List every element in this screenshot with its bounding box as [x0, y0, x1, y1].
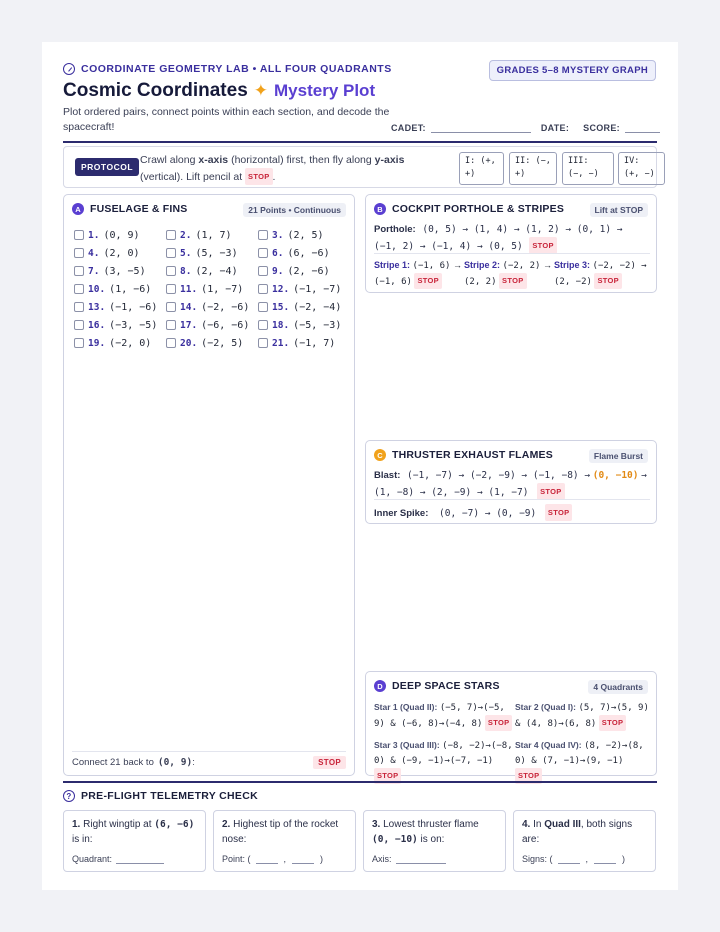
q4-x-sign-field[interactable] — [558, 854, 580, 864]
point-number: 6. — [272, 247, 284, 259]
q1-answer — [72, 854, 164, 864]
q4-quad: Quad III — [544, 819, 581, 830]
point-item — [74, 301, 166, 313]
point-checkbox[interactable] — [74, 284, 84, 294]
header-divider — [63, 141, 657, 143]
quadrant-2-sign: II: (−, +) — [509, 152, 557, 185]
point-checkbox[interactable] — [166, 302, 176, 312]
section-b-header — [374, 203, 564, 215]
stripe-1-label: Stripe 1: — [374, 260, 411, 270]
section-c-title: THRUSTER EXHAUST FLAMES — [392, 449, 553, 461]
q2-comma: , — [283, 854, 287, 864]
q4-y-sign-field[interactable] — [594, 854, 616, 864]
point-checkbox[interactable] — [166, 338, 176, 348]
point-coords: (0, 9) — [103, 229, 140, 241]
point-number: 14. — [180, 301, 198, 313]
connect-colon: : — [192, 757, 195, 768]
q3-num: 3. — [372, 819, 381, 830]
star-2 — [515, 700, 650, 731]
stripe-3-end: (2, −2) — [554, 277, 592, 287]
point-coords: (−2, −6) — [201, 301, 250, 313]
q4-answer-label: Signs: ( — [522, 854, 553, 864]
point-coords: (−1, 7) — [293, 337, 336, 349]
stripe-1 — [374, 258, 464, 289]
star-path: (−5, 7)→(−5, 9) & (−6, 8)→(−4, 8) — [374, 703, 505, 729]
point-number: 7. — [88, 265, 100, 277]
stripe-3-label: Stripe 3: — [554, 260, 591, 270]
section-a-header — [72, 203, 188, 215]
section-b-divider — [374, 253, 650, 254]
q2-answer — [222, 854, 323, 864]
point-coords: (−2, 5) — [201, 337, 244, 349]
q4-text-a: In — [533, 819, 542, 830]
stop-badge: STOP — [245, 168, 272, 185]
point-item — [74, 265, 166, 277]
section-b-letter: B — [374, 203, 386, 215]
q3-point: (0, −10) — [372, 834, 418, 845]
point-number: 19. — [88, 337, 106, 349]
point-checkbox[interactable] — [74, 320, 84, 330]
star-label: Star 1 (Quad II): — [374, 702, 438, 712]
q3-answer-field[interactable] — [396, 854, 446, 864]
section-d-header — [374, 680, 500, 692]
point-item — [74, 283, 166, 295]
question-3 — [363, 810, 506, 872]
protocol-x-axis: x-axis — [198, 154, 229, 166]
point-number: 3. — [272, 229, 284, 241]
q2-num: 2. — [222, 819, 231, 830]
section-b-title: COCKPIT PORTHOLE & STRIPES — [392, 203, 565, 215]
q1-point: (6, −6) — [154, 819, 195, 830]
stripe-1-end: (−1, 6) — [374, 277, 412, 287]
point-coords: (1, −7) — [201, 283, 244, 295]
protocol-y-axis: y-axis — [374, 154, 405, 166]
section-c-divider — [374, 499, 650, 500]
page-title — [63, 80, 375, 102]
stripe-2 — [464, 258, 554, 289]
connect-text: Connect 21 back to — [72, 757, 154, 768]
question-4 — [513, 810, 656, 872]
point-number: 12. — [272, 283, 290, 295]
cadet-field[interactable] — [431, 122, 531, 133]
point-coords: (−2, −4) — [293, 301, 342, 313]
point-item — [74, 229, 166, 241]
point-number: 18. — [272, 319, 290, 331]
point-checkbox[interactable] — [74, 248, 84, 258]
score-field[interactable] — [625, 122, 660, 133]
section-a-card — [63, 194, 355, 776]
stop-badge: STOP — [545, 504, 572, 521]
point-item — [258, 229, 350, 241]
question-4-text — [522, 817, 647, 847]
point-list — [74, 229, 350, 349]
point-item — [74, 337, 166, 349]
title-main: Cosmic Coordinates — [63, 80, 248, 101]
question-icon: ? — [63, 790, 75, 802]
grade-badge: GRADES 5–8 MYSTERY GRAPH — [489, 60, 656, 81]
connect-point: (0, 9) — [157, 757, 193, 768]
spike-label: Inner Spike: — [374, 508, 429, 519]
stop-badge: STOP — [594, 273, 621, 289]
q2-x-field[interactable] — [256, 854, 278, 864]
porthole-path: (0, 5) → (1, 4) → (1, 2) → (0, 1) → (−1, 2) → (−1, 4) → (0, 5) — [374, 224, 623, 252]
point-item — [166, 247, 258, 259]
q2-close: ) — [320, 854, 324, 864]
stripe-2-start: (−2, 2) — [502, 261, 541, 271]
q4-close: ) — [622, 854, 626, 864]
stripe-2-label: Stripe 2: — [464, 260, 501, 270]
stripe-2-end: (2, 2) — [464, 277, 497, 287]
sparkle-icon: ✦ — [253, 81, 269, 100]
q4-text-b: , both signs are: — [522, 819, 633, 845]
point-number: 10. — [88, 283, 106, 295]
quadrant-1-sign: I: (+, +) — [459, 152, 504, 185]
protocol-bar — [63, 146, 657, 188]
point-checkbox[interactable] — [74, 302, 84, 312]
protocol-t1: Crawl along — [140, 154, 199, 166]
telemetry-title: PRE-FLIGHT TELEMETRY CHECK — [81, 790, 258, 802]
stripe-3-start: (−2, −2) → — [592, 261, 647, 271]
question-1 — [63, 810, 206, 872]
q3-answer-label: Axis: — [372, 854, 392, 864]
point-number: 9. — [272, 265, 284, 277]
blast-highlight: (0, −10) — [592, 470, 639, 481]
protocol-text — [140, 153, 430, 185]
q4-answer — [522, 854, 625, 864]
point-checkbox[interactable] — [258, 284, 268, 294]
point-coords: (−5, −3) — [293, 319, 342, 331]
protocol-t2: (horizontal) first, then fly along — [228, 154, 375, 166]
point-item — [74, 319, 166, 331]
stop-badge: STOP — [499, 273, 526, 289]
section-b-tag: Lift at STOP — [590, 203, 649, 217]
q2-text: Highest tip of the rocket nose: — [222, 819, 339, 845]
star-path: (5, 7)→(5, 9) & (4, 8)→(6, 8) — [515, 703, 649, 729]
point-number: 21. — [272, 337, 290, 349]
telemetry-divider — [63, 781, 657, 783]
quadrant-3-sign: III: (−, −) — [562, 152, 614, 185]
telemetry-header — [63, 790, 258, 802]
spike-path: (0, −7) → (0, −9) — [439, 508, 537, 519]
q3-answer — [372, 854, 446, 864]
porthole-label: Porthole: — [374, 224, 416, 235]
q1-num: 1. — [72, 819, 81, 830]
stripe-1-arrow: → — [452, 260, 462, 270]
point-checkbox[interactable] — [74, 338, 84, 348]
point-number: 15. — [272, 301, 290, 313]
section-a-tag: 21 Points • Continuous — [243, 203, 346, 217]
lab-label-text: COORDINATE GEOMETRY LAB • ALL FOUR QUADRANTS — [81, 63, 392, 75]
point-checkbox[interactable] — [258, 320, 268, 330]
point-item — [166, 229, 258, 241]
protocol-t4: . — [272, 171, 276, 183]
stop-badge: STOP — [599, 715, 626, 731]
spike-row — [374, 504, 650, 521]
q4-num: 4. — [522, 819, 531, 830]
star-4 — [515, 738, 650, 784]
star-label: Star 3 (Quad III): — [374, 740, 440, 750]
point-number: 4. — [88, 247, 100, 259]
point-number: 13. — [88, 301, 106, 313]
star-path: (8, −2)→(8, 0) & (7, −1)→(9, −1) — [515, 741, 644, 766]
star-label: Star 2 (Quad I): — [515, 702, 576, 712]
protocol-badge: PROTOCOL — [75, 158, 139, 176]
intro-text: Plot ordered pairs, connect points within each section, and decode the spacecraft! — [63, 106, 390, 133]
point-coords: (6, −6) — [287, 247, 330, 259]
point-coords: (−1, −7) — [293, 283, 342, 295]
section-c-card — [365, 440, 657, 524]
star-1 — [374, 700, 515, 731]
point-number: 5. — [180, 247, 192, 259]
section-a-title: FUSELAGE & FINS — [90, 203, 188, 215]
star-label: Star 4 (Quad IV): — [515, 740, 582, 750]
point-number: 1. — [88, 229, 100, 241]
point-coords: (1, 7) — [195, 229, 232, 241]
point-coords: (−3, −5) — [109, 319, 158, 331]
stop-badge: STOP — [529, 237, 556, 254]
q4-comma: , — [585, 854, 589, 864]
question-1-text — [72, 817, 197, 847]
quadrant-4-sign: IV: (+, −) — [618, 152, 665, 185]
q1-answer-field[interactable] — [116, 854, 164, 864]
point-checkbox[interactable] — [258, 338, 268, 348]
point-item — [166, 265, 258, 277]
connect-instruction — [72, 751, 346, 773]
point-checkbox[interactable] — [166, 248, 176, 258]
point-checkbox[interactable] — [258, 248, 268, 258]
q1-text-a: Right wingtip at — [83, 819, 152, 830]
point-item — [74, 247, 166, 259]
point-coords: (2, −6) — [287, 265, 330, 277]
question-2-text — [222, 817, 347, 847]
q1-text-b: is in: — [72, 834, 93, 845]
porthole-row — [374, 222, 650, 254]
point-checkbox[interactable] — [258, 230, 268, 240]
date-label: DATE: — [540, 123, 570, 133]
point-checkbox[interactable] — [166, 320, 176, 330]
point-number: 17. — [180, 319, 198, 331]
stop-badge: STOP — [313, 756, 346, 769]
q2-answer-label: Point: ( — [222, 854, 251, 864]
stop-badge: STOP — [414, 273, 441, 289]
stop-badge: STOP — [515, 768, 542, 784]
star-path: (−8, −2)→(−8, 0) & (−9, −1)→(−7, −1) — [374, 741, 513, 766]
section-a-letter: A — [72, 203, 84, 215]
section-d-card — [365, 671, 657, 780]
point-coords: (−1, −6) — [109, 301, 158, 313]
question-2 — [213, 810, 356, 872]
stripe-1-start: (−1, 6) — [412, 261, 451, 271]
section-c-header — [374, 449, 553, 461]
point-item — [258, 283, 350, 295]
section-d-letter: D — [374, 680, 386, 692]
target-icon — [63, 63, 75, 75]
point-item — [166, 283, 258, 295]
title-sub: Mystery Plot — [274, 81, 376, 100]
point-item — [258, 265, 350, 277]
q3-text: Lowest thruster flame — [383, 819, 479, 830]
star-list — [374, 700, 650, 784]
stop-badge: STOP — [374, 768, 401, 784]
point-checkbox[interactable] — [74, 266, 84, 276]
worksheet-page — [42, 42, 678, 890]
point-item — [258, 247, 350, 259]
point-number: 8. — [180, 265, 192, 277]
section-c-letter: C — [374, 449, 386, 461]
question-3-text — [372, 817, 497, 847]
point-coords: (2, 5) — [287, 229, 324, 241]
point-item — [166, 319, 258, 331]
point-checkbox[interactable] — [166, 284, 176, 294]
blast-path-c: (1, −8) → (2, −9) → (1, −7) — [374, 487, 529, 498]
point-checkbox[interactable] — [74, 230, 84, 240]
point-coords: (1, −6) — [109, 283, 152, 295]
point-checkbox[interactable] — [166, 266, 176, 276]
blast-row — [374, 468, 650, 500]
stop-badge: STOP — [537, 483, 564, 500]
section-d-tag: 4 Quadrants — [588, 680, 648, 694]
stripe-row — [374, 258, 650, 289]
star-3 — [374, 738, 515, 784]
cadet-label: CADET: — [391, 123, 426, 133]
point-coords: (5, −3) — [195, 247, 238, 259]
point-coords: (−2, 0) — [109, 337, 152, 349]
q3-text-b: is on: — [420, 834, 445, 845]
point-checkbox[interactable] — [166, 230, 176, 240]
q2-y-field[interactable] — [292, 854, 314, 864]
point-coords: (−6, −6) — [201, 319, 250, 331]
stripe-2-arrow: → — [542, 260, 552, 270]
point-coords: (3, −5) — [103, 265, 146, 277]
protocol-t3: (vertical). Lift pencil at — [140, 171, 246, 183]
point-number: 2. — [180, 229, 192, 241]
student-fields — [391, 122, 660, 133]
point-item — [258, 319, 350, 331]
point-checkbox[interactable] — [258, 302, 268, 312]
q1-answer-label: Quadrant: — [72, 854, 113, 864]
section-d-title: DEEP SPACE STARS — [392, 680, 500, 692]
point-item — [166, 337, 258, 349]
point-item — [258, 337, 350, 349]
stripe-3 — [554, 258, 650, 289]
section-b-card — [365, 194, 657, 293]
point-checkbox[interactable] — [258, 266, 268, 276]
score-label: SCORE: — [583, 123, 620, 133]
point-coords: (2, 0) — [103, 247, 140, 259]
point-number: 11. — [180, 283, 198, 295]
blast-arrow: → — [641, 470, 647, 481]
blast-path-a: (−1, −7) → (−2, −9) → (−1, −8) → — [407, 470, 591, 481]
point-number: 16. — [88, 319, 106, 331]
point-number: 20. — [180, 337, 198, 349]
section-c-tag: Flame Burst — [589, 449, 648, 463]
stop-badge: STOP — [485, 715, 512, 731]
point-coords: (2, −4) — [195, 265, 238, 277]
point-item — [166, 301, 258, 313]
blast-label: Blast: — [374, 470, 401, 481]
point-item — [258, 301, 350, 313]
lab-label — [63, 63, 392, 75]
